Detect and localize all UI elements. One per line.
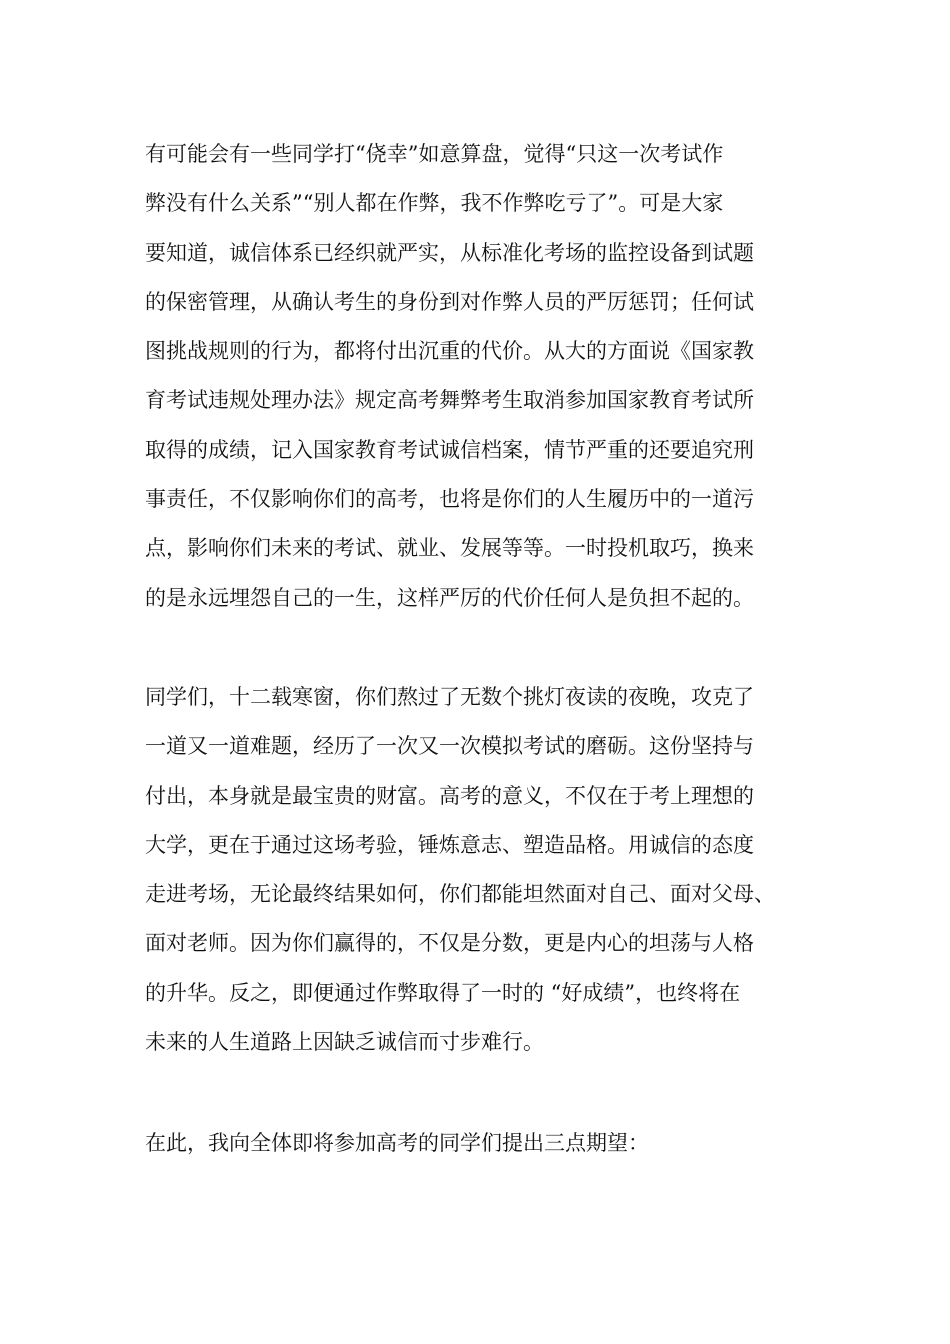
text-line: 在此，我向全体即将参加高考的同学们提出三点期望： [145,1131,649,1155]
text-line: 的是永远埋怨自己的一生，这样严厉的代价任何人是负担不起的。 [145,585,754,610]
text-line: 有可能会有一些同学打“侥幸”如意算盘，觉得“只这一次考试作 [145,142,724,166]
text-line: 面对老师。因为你们赢得的，不仅是分数，更是内心的坦荡与人格 [145,931,754,956]
text-line: 大学，更在于通过这场考验，锤炼意志、塑造品格。用诚信的态度 [145,832,754,857]
text-line: 弊没有什么关系”“别人都在作弊，我不作弊吃亏了”。可是大家 [145,191,724,216]
paragraph-exam-integrity-warning [145,130,810,623]
text-line: 同学们，十二载寒窗，你们熬过了无数个挑灯夜读的夜晚，攻克了 [145,685,754,709]
paragraph-students-perseverance [145,673,810,1067]
text-line: 育考试违规处理办法》规定高考舞弊考生取消参加国家教育考试所 [145,388,754,413]
text-line: 点，影响你们未来的考试、就业、发展等等。一时投机取巧，换来 [145,536,754,561]
text-line: 事责任，不仅影响你们的高考，也将是你们的人生履历中的一道污 [145,487,754,512]
text-line: 取得的成绩，记入国家教育考试诚信档案，情节严重的还要追究刑 [145,437,754,462]
text-line: 付出，本身就是最宝贵的财富。高考的意义，不仅在于考上理想的 [145,783,754,808]
text-line: 未来的人生道路上因缺乏诚信而寸步难行。 [145,1030,544,1055]
text-line: 图挑战规则的行为，都将付出沉重的代价。从大的方面说《国家教 [145,339,754,364]
text-line: 一道又一道难题，经历了一次又一次模拟考试的磨砺。这份坚持与 [145,734,754,759]
text-line: 的升华。反之，即便通过作弊取得了一时的 “好成绩”，也终将在 [145,980,741,1005]
text-line: 走进考场，无论最终结果如何，你们都能坦然面对自己、面对父母、 [145,882,775,907]
text-line: 要知道，诚信体系已经织就严实，从标准化考场的监控设备到试题 [145,240,754,265]
paragraph-three-expectations [145,1119,810,1168]
text-line: 的保密管理，从确认考生的身份到对作弊人员的严厉惩罚；任何试 [145,289,754,314]
